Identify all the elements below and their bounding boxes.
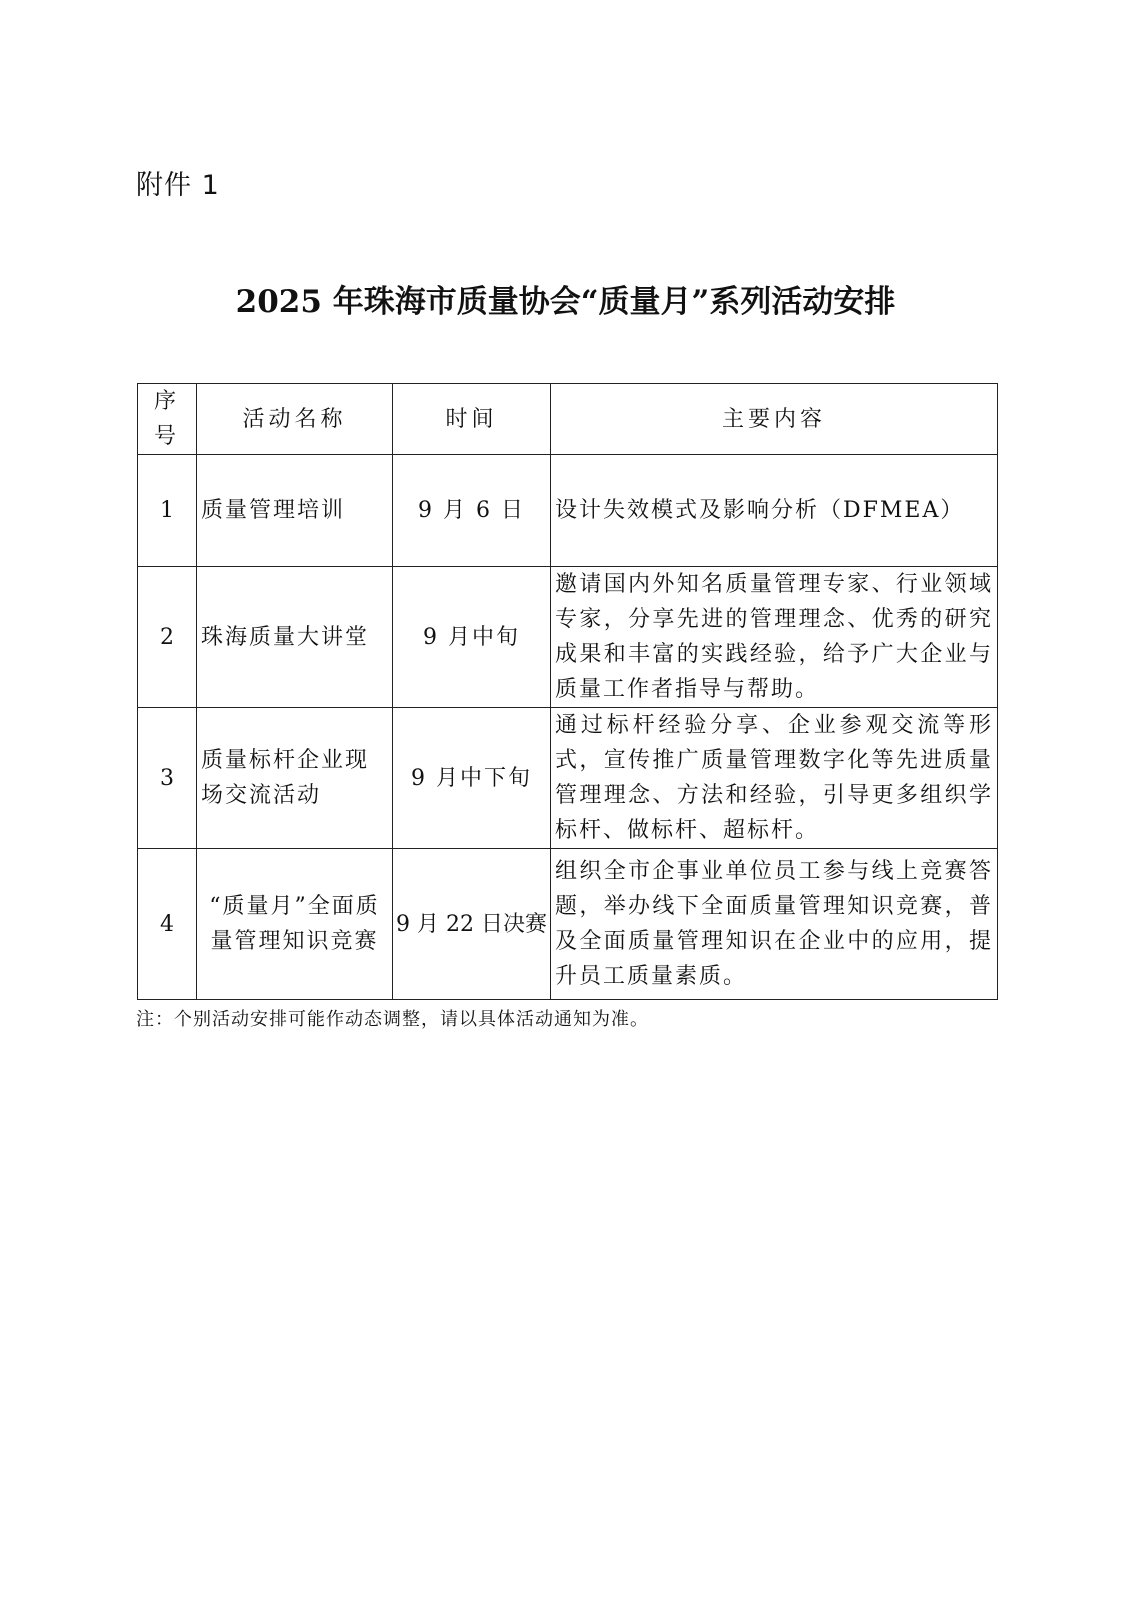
row-main-content: 设计失效模式及影响分析（DFMEA） <box>551 455 998 567</box>
table-row <box>138 708 998 849</box>
header-main-content: 主要内容 <box>551 384 998 455</box>
row-index: 2 <box>138 567 197 708</box>
row-activity-name: 质量标杆企业现场交流活动 <box>197 708 393 849</box>
table-row <box>138 455 998 567</box>
row-activity-name: 质量管理培训 <box>197 455 393 567</box>
row-time: 9 月中下旬 <box>393 708 551 849</box>
table-row <box>138 567 998 708</box>
row-index: 3 <box>138 708 197 849</box>
row-time: 9 月中旬 <box>393 567 551 708</box>
row-index: 1 <box>138 455 197 567</box>
row-index: 4 <box>138 849 197 1000</box>
row-main-content: 通过标杆经验分享、企业参观交流等形式，宣传推广质量管理数字化等先进质量管理理念、方法和经验，引导更多组织学标杆、做标杆、超标杆。 <box>551 708 998 849</box>
header-index: 序号 <box>138 384 197 455</box>
header-time: 时间 <box>393 384 551 455</box>
row-activity-name: 珠海质量大讲堂 <box>197 567 393 708</box>
row-time: 9 月 22 日决赛 <box>393 849 551 1000</box>
row-main-content: 邀请国内外知名质量管理专家、行业领域专家，分享先进的管理理念、优秀的研究成果和丰富的实践经验，给予广大企业与质量工作者指导与帮助。 <box>551 567 998 708</box>
row-main-content: 组织全市企事业单位员工参与线上竞赛答题，举办线下全面质量管理知识竞赛，普及全面质量管理知识在企业中的应用，提升员工质量素质。 <box>551 849 998 1000</box>
document-title: 2025 年珠海市质量协会“质量月”系列活动安排 <box>235 284 896 320</box>
row-time: 9 月 6 日 <box>393 455 551 567</box>
activity-schedule-table <box>137 383 998 1000</box>
attachment-label: 附件 1 <box>136 170 220 201</box>
footnote: 注：个别活动安排可能作动态调整，请以具体活动通知为准。 <box>136 1009 649 1030</box>
table-row <box>138 849 998 1000</box>
header-activity-name: 活动名称 <box>197 384 393 455</box>
table-header-row <box>138 384 998 455</box>
row-activity-name: “质量月”全面质量管理知识竞赛 <box>197 849 393 1000</box>
